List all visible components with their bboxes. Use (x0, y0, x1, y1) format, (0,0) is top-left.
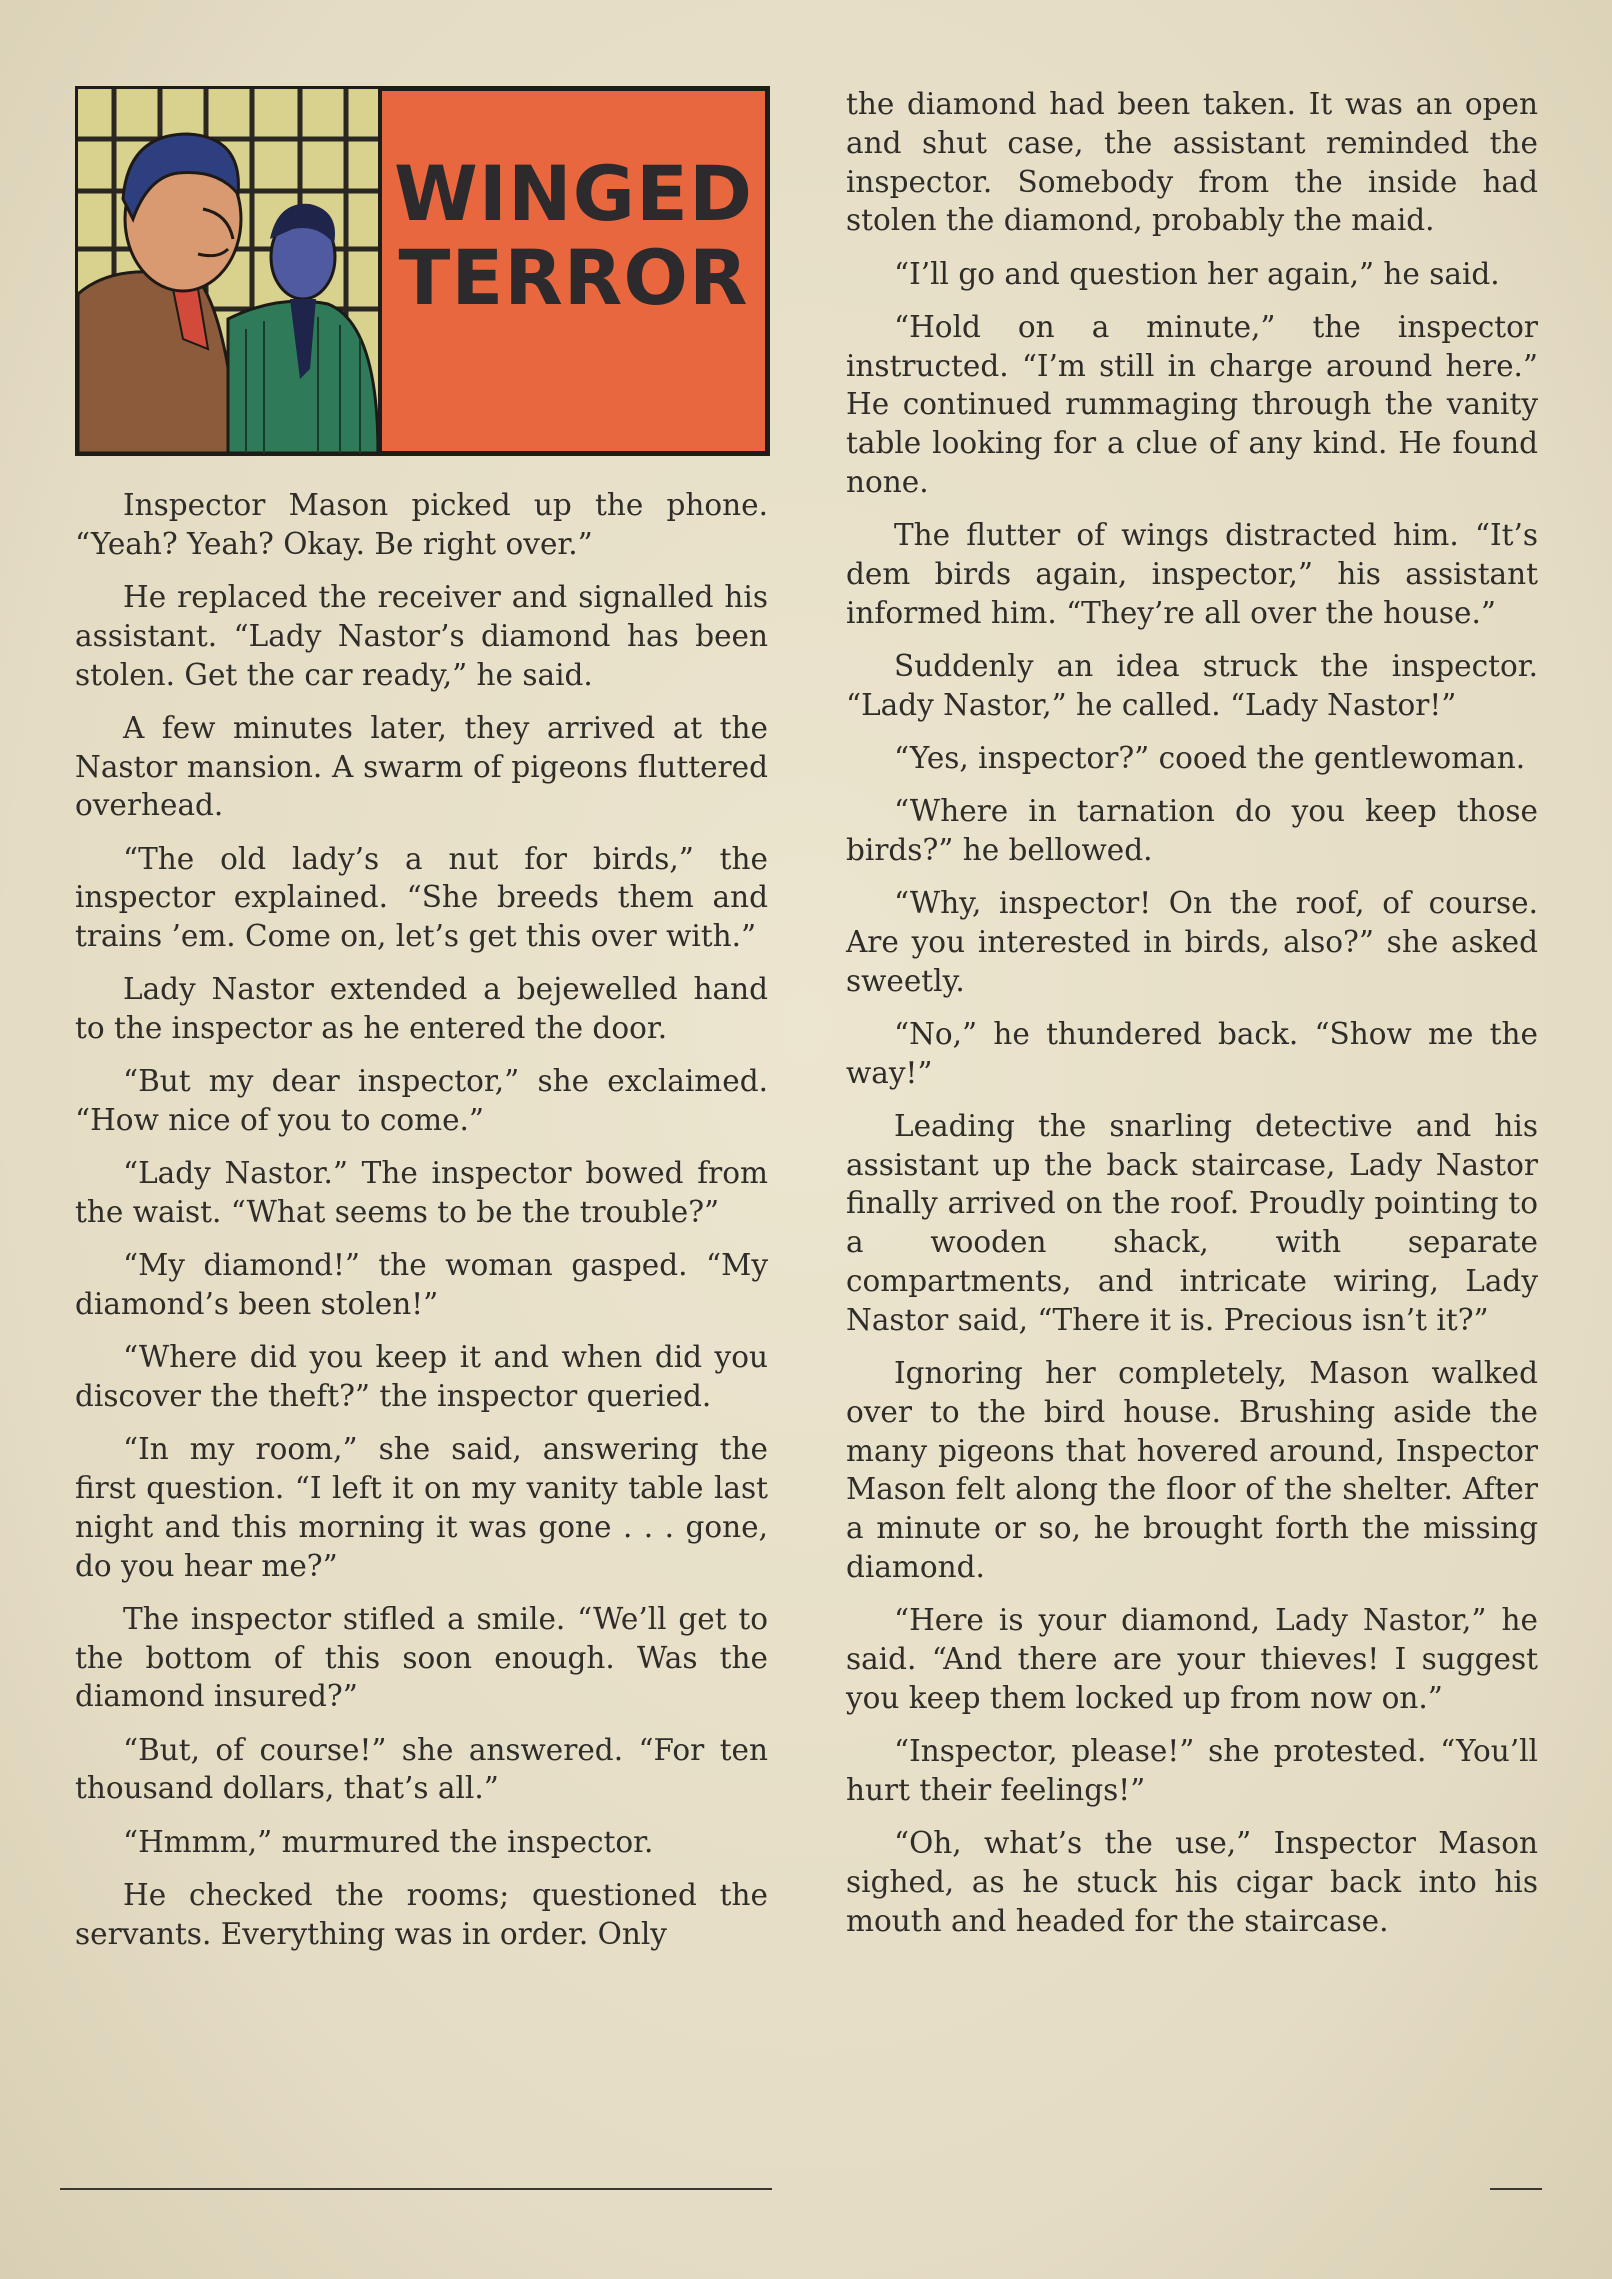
paragraph: Lady Nastor extended a bejewelled hand to the inspector as he entered the door. (75, 972, 768, 1046)
paragraph: “But, of course!” she answered. “For ten thousand dollars, that’s all.” (75, 1732, 768, 1806)
paragraph: The inspector stifled a smile. “We’ll get to the bottom of this soon enough. Was the diamond insured?” (75, 1601, 768, 1714)
paragraph: A few minutes later, they arrived at the Nastor mansion. A swarm of pigeons fluttered overhead. (75, 710, 768, 823)
paragraph: “Oh, what’s the use,” Inspector Mason sighed, as he stuck his cigar back into his mouth and headed for the staircase. (846, 1825, 1538, 1938)
left-column (75, 486, 768, 1968)
paragraph: He checked the rooms; questioned the servants. Everything was in order. Only (75, 1877, 768, 1951)
paragraph: “I’ll go and question her again,” he said. (894, 256, 1500, 291)
title-line-2: TERROR (398, 233, 749, 322)
paragraph: “No,” he thundered back. “Show me the way!” (846, 1016, 1538, 1090)
paragraph: He replaced the receiver and signalled his assistant. “Lady Nastor’s diamond has been stolen. Get the car ready,” he said. (75, 579, 768, 692)
title-panel (75, 86, 770, 456)
paragraph: “Yes, inspector?” cooed the gentlewoman. (894, 740, 1526, 775)
paragraph: “Inspector, please!” she protested. “You’ll hurt their feelings!” (846, 1733, 1538, 1807)
paragraph: the diamond had been taken. It was an open and shut case, the assistant reminded the inspector. Somebody from the inside had stolen the diamond, probably the maid. (846, 87, 1538, 238)
paragraph: “Hold on a minute,” the inspector instructed. “I’m still in charge around here.” He continued rummaging through the vanity table looking for a clue of any kind. He found none. (846, 309, 1538, 499)
title-box (380, 89, 767, 453)
paragraph: “But my dear inspector,” she exclaimed. “How nice of you to come.” (75, 1064, 768, 1138)
paragraph: Ignoring her completely, Mason walked over to the bird house. Brushing aside the many pigeons that hovered around, Inspector Mason felt along the floor of the shelter. After a minute or so, he brought forth the missing diamond. (846, 1356, 1538, 1584)
paragraph: “Hmmm,” murmured the inspector. (123, 1824, 654, 1859)
paragraph: Leading the snarling detective and his assistant up the back staircase, Lady Nastor finally arrived on the roof. Proudly pointing to a wooden shack, with separate compartments, and intricate wiring, Lady Nastor said, “There it is. Precious isn’t it?” (846, 1108, 1538, 1337)
paragraph: Inspector Mason picked up the phone. “Yeah? Yeah? Okay. Be right over.” (75, 488, 768, 561)
paragraph: “The old lady’s a nut for birds,” the inspector explained. “She breeds them and trains ’em. Come on, let’s get this over with.” (75, 841, 768, 954)
paragraph: “Lady Nastor.” The inspector bowed from the waist. “What seems to be the trouble?” (75, 1156, 768, 1230)
paragraph: “Here is your diamond, Lady Nastor,” he said. “And there are your thieves! I suggest you keep them locked up from now on.” (846, 1603, 1538, 1715)
paragraph: “Where in tarnation do you keep those birds?” he bellowed. (846, 794, 1538, 867)
paragraph: “Why, inspector! On the roof, of course. Are you interested in birds, also?” she asked sweetly. (846, 886, 1538, 998)
title-line-1: WINGED (393, 149, 754, 238)
paragraph: “My diamond!” the woman gasped. “My diamond’s been stolen!” (75, 1248, 768, 1322)
paragraph: The flutter of wings distracted him. “It’s dem birds again, inspector,” his assistant informed him. “They’re all over the house.” (846, 518, 1538, 630)
paragraph: “Where did you keep it and when did you discover the theft?” the inspector queried. (75, 1340, 768, 1414)
bottom-rule-right (1490, 2188, 1542, 2190)
bottom-rule-left (60, 2188, 772, 2190)
paragraph: Suddenly an idea struck the inspector. “Lady Nastor,” he called. “Lady Nastor!” (846, 648, 1538, 722)
right-column (846, 85, 1538, 1955)
paragraph: “In my room,” she said, answering the first question. “I left it on my vanity table last night and this morning it was gone . . . gone, do you hear me?” (75, 1432, 768, 1583)
